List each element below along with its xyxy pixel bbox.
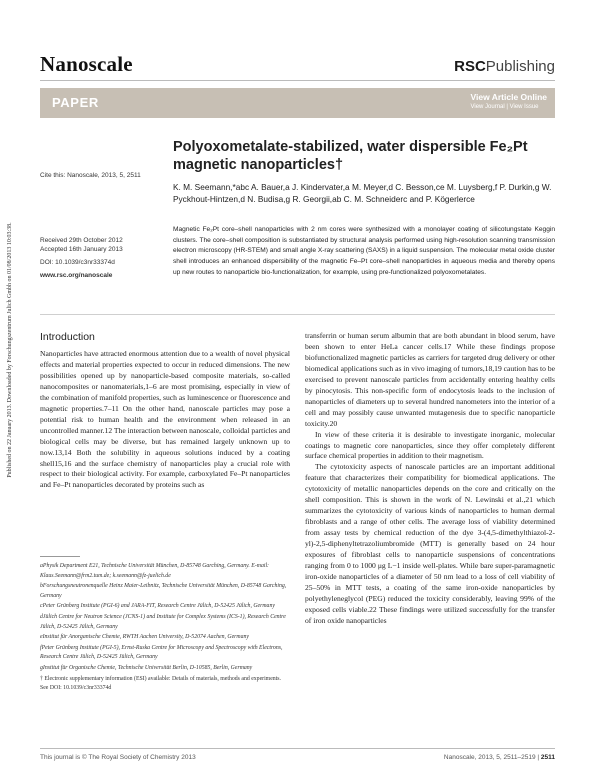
publisher-bold: RSC [454, 58, 486, 75]
footnote: bForschungsneutronenquelle Heinz Maier-Leibnitz, Technische Universität München, D-85748 Garching, Germany [40, 583, 287, 599]
copyright-line: This journal is © The Royal Society of Chemistry 2013 [40, 754, 196, 761]
page-number: 2511 [540, 754, 555, 761]
footnote: gInstitut für Organische Chemie, Technische Universität Berlin, D-10585, Berlin, Germany [40, 664, 253, 671]
section-heading-introduction: Introduction [40, 331, 95, 343]
paragraph: transferrin or human serum albumin that are both abundant in blood serum, have been shown to enter HeLa cancer cells.17 While these findings propose biofunctionalized magnetic particles as carriers for targeted drug delivery or other biomedical applications such as in vivo imaging of tumors,18,19 caution has to be exercised to prevent nanoscale particles from accidentally entering healthy cells by pinocytosis. This non-specific form of endocytosis leads to the inclusion of nanoparticles of diameters up to several hundred nanometers into the interior of a cell and may possibly cause unwanted mutagenesis due to specific nanoparticle toxicity.20 [305, 331, 555, 428]
abstract: Magnetic Fe₂Pt core–shell nanoparticles with 2 nm cores were synthesized with a monolayer coating of silicotungstate Keggin clusters. The core–shell composition is substantiated by structural analysis performed using high-resolution scanning transmission electron microscopy (HR-STEM) and small angle X-ray scattering (SAXS) in a liquid suspension. The molecular metal oxide cluster shell introduces an enhanced dispersibility of the magnetic Fe–Pt core–shell nanoparticles in aqueous media and thereby opens up new routes to nanoparticle bio-functionalization, for example, using pre-functionalized polyoxometalates. [173, 226, 555, 276]
footnote: dJülich Centre for Neutron Science (JCNS-1) and Institute for Complex Systems (ICS-1), Research Centre Jülich, D-52425 Jülich, Germany [40, 613, 286, 630]
publisher-logo [454, 58, 555, 75]
paragraph: In view of these criteria it is desirable to investigate inorganic, molecular coatings to magnetic core nanoparticles, since they offer completely different surface chemical properties in addition to their magnetism. [305, 429, 555, 461]
right-column [305, 331, 555, 627]
received-date: Received 29th October 2012 [40, 237, 123, 244]
left-column [40, 331, 290, 491]
affiliation-footnotes [40, 562, 290, 695]
header-divider [40, 80, 555, 81]
article-type-label: PAPER [52, 95, 99, 110]
view-article-online-link[interactable]: View Article Online [470, 92, 547, 102]
paragraph: Nanoparticles have attracted enormous attention due to a wealth of novel physical effects and material properties expected to occur in reduced dimensions. The new possibilities opened up by nanoparticle-based composite materials, so-called nanocomposites or nanomaterials,1–6 are most promising, especially in view of the combination of manifold properties, such as luminescence or fluorescence and magnetic properties.7–11 On the other hand, nanoscale particles may pose a potential risk to human health and the environment when released in an uncontrolled manner.12 The interaction between nanoscale, colloidal particles and biological cells may be diverse, but has remained largely unknown up to now.13,14 Both the solubility in aqueous solutions induced by a coating shell15,16 and the surface chemistry of nanoparticles play a crucial role with respect to their biological activity. For example, carboxylated Fe–Pt nanoparticles and Fe–Pt nanoparticles decorated by proteins such as [40, 349, 290, 490]
publisher-light: Publishing [485, 58, 555, 75]
footer-citation: Nanoscale, 2013, 5, 2511–2519 | [443, 754, 540, 761]
page-citation [444, 754, 555, 761]
view-online-block [470, 92, 547, 110]
cite-line: Cite this: Nanoscale, 2013, 5, 2511 [40, 172, 141, 179]
view-journal-issue-links[interactable]: View Journal | View Issue [470, 104, 539, 110]
dates-block [40, 236, 123, 254]
journal-url[interactable]: www.rsc.org/nanoscale [40, 272, 113, 279]
body-divider [40, 314, 555, 315]
doi-line[interactable]: DOI: 10.1039/c3nr33374d [40, 259, 115, 266]
side-note-text: Published on 22 January 2013. Downloaded by Forschungszentrum Julich Gmbh on 01/08/2013 10:03:38. [7, 222, 13, 478]
footnote: aPhysik Department E21, Technische Universität München, D-85748 Garching, Germany. E-mail: Klaus.Seemann@frm2.tum.de; k.seemann@fz-juelich.de [40, 563, 269, 579]
footnote: eInstitut für Anorganische Chemie, RWTH Aachen University, D-52074 Aachen, Germany [40, 634, 249, 641]
footer-divider [40, 748, 555, 749]
footnote: fPeter Grünberg Institute (PGI-5), Ernst-Ruska Centre for Microscopy and Spectroscopy with Electrons, Research Centre Jülich, D-52425 Jülich, Germany [40, 644, 283, 661]
esi-footnote: † Electronic supplementary information (ESI) available: Details of materials, methods and experiments. See DOI: 10.1039/c3nr33374d [40, 675, 281, 692]
article-title: Polyoxometalate-stabilized, water dispersible Fe₂Pt magnetic nanoparticles† [173, 139, 528, 173]
footnote-divider [40, 556, 80, 557]
article-type-banner [40, 88, 555, 118]
author-list: K. M. Seemann,*abc A. Bauer,a J. Kindervater,a M. Meyer,d C. Besson,ce M. Luysberg,f P. Durkin,g W. Pyckhout-Hintzen,d N. Budisa,g R. Georgii,ab C. M. Schneiderc and P. Kögerlerce [173, 182, 552, 204]
journal-title: Nanoscale [40, 52, 133, 76]
paragraph: The cytotoxicity aspects of nanoscale particles are an important additional feature that characterizes their compatibility for biomedical applications. The cytotoxicity of metallic nanoparticles depends on the core and critically on the shell composition. This is shown in the work of N. Lewinski et al.,21 which summarizes the cytotoxicity of various kinds of nanoparticles to human dermal fibroblasts and a range of other cells. The average loss of viability determined from assay tests by chemical reduction of the dye 3-(4,5-dimethylthiazol-2-yl)-2,5-diphenyltetrazoliumbromide (MTT) is generally based on 24 hour exposures of fibroblast cells to nanoparticle suspensions of concentrations ranging from 0 to 1000 μg L−1 inside well-plates. While bare super-paramagnetic iron-oxide nanoparticles of a diameter of 50 nm lead to a loss of cell viability of 25–50% in MTT tests, a coating of the same iron-oxide nanoparticles by polyethyleneglycol (PEG) reduced the toxicity considerably, leaving 99% of the exposed cells viable.22 These findings were utilized successfully for the transfer of iron oxide nanoparticles [305, 462, 555, 625]
accepted-date: Accepted 16th January 2013 [40, 246, 123, 253]
footnote: cPeter Grünberg Institute (PGI-6) and JARA-FIT, Research Centre Jülich, D-52425 Jülich, Germany [40, 603, 275, 610]
download-side-note [3, 120, 17, 580]
